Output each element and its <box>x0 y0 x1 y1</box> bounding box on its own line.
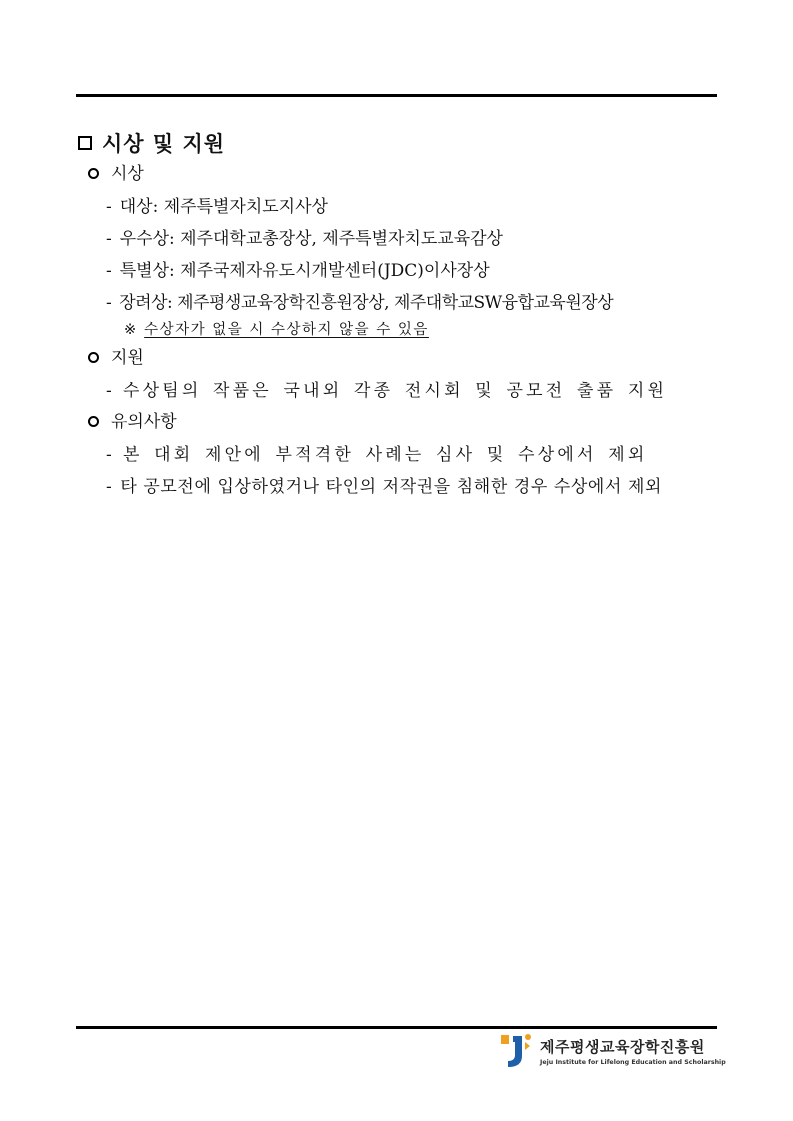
award-item-encouragement: 장려상: 제주평생교육장학진흥원장상, 제주대학교SW융합교육원장상 <box>119 293 614 313</box>
award-title: 시상 <box>111 164 144 184</box>
caution-item-copyright: 타 공모전에 입상하였거나 타인의 저작권을 침해한 경우 수상에서 제외 <box>120 477 663 497</box>
circle-bullet-icon <box>88 352 99 363</box>
list-item: - 타 공모전에 입상하였거나 타인의 저작권을 침해한 경우 수상에서 제외 <box>106 477 663 497</box>
list-item: - 특별상: 제주국제자유도시개발센터(JDC)이사장상 <box>106 261 490 281</box>
support-title: 지원 <box>111 348 144 368</box>
org-emblem-icon <box>500 1033 534 1069</box>
circle-bullet-icon <box>88 168 99 179</box>
list-item: - 대상: 제주특별자치도지사상 <box>106 197 328 217</box>
note-mark: ※ <box>124 322 137 338</box>
list-item: - 장려상: 제주평생교육장학진흥원장상, 제주대학교SW융합교육원장상 <box>106 293 614 313</box>
award-subheading <box>88 163 144 185</box>
award-note <box>124 318 429 339</box>
list-item: - 본 대회 제안에 부적격한 사례는 심사 및 수상에서 제외 <box>106 445 648 465</box>
award-item-grand: 대상: 제주특별자치도지사상 <box>119 197 328 217</box>
circle-bullet-icon <box>88 416 99 427</box>
org-name: 제주평생교육장학진흥원 <box>540 1038 705 1056</box>
bottom-rule <box>76 1026 717 1029</box>
caution-title: 유의사항 <box>111 412 177 432</box>
caution-subheading <box>88 411 177 433</box>
section-title: 시상 및 지원 <box>102 132 226 156</box>
org-logo <box>500 1033 726 1069</box>
caution-item-ineligible: 본 대회 제안에 부적격한 사례는 심사 및 수상에서 제외 <box>122 445 648 465</box>
list-item: - 우수상: 제주대학교총장상, 제주특별자치도교육감상 <box>106 229 503 249</box>
award-item-excellence: 우수상: 제주대학교총장상, 제주특별자치도교육감상 <box>119 229 503 249</box>
section-heading <box>78 128 225 158</box>
list-item: - 수상팀의 작품은 국내외 각종 전시회 및 공모전 출품 지원 <box>106 381 668 401</box>
support-item: 수상팀의 작품은 국내외 각종 전시회 및 공모전 출품 지원 <box>122 381 668 401</box>
square-bullet-icon <box>78 136 92 150</box>
award-note-text: 수상자가 없을 시 수상하지 않을 수 있음 <box>144 322 429 338</box>
top-rule <box>76 94 717 97</box>
award-item-special: 특별상: 제주국제자유도시개발센터(JDC)이사장상 <box>119 261 490 281</box>
support-subheading <box>88 347 144 369</box>
org-english-name: Jeju Institute for Lifelong Education and Scholarship <box>540 1059 726 1066</box>
